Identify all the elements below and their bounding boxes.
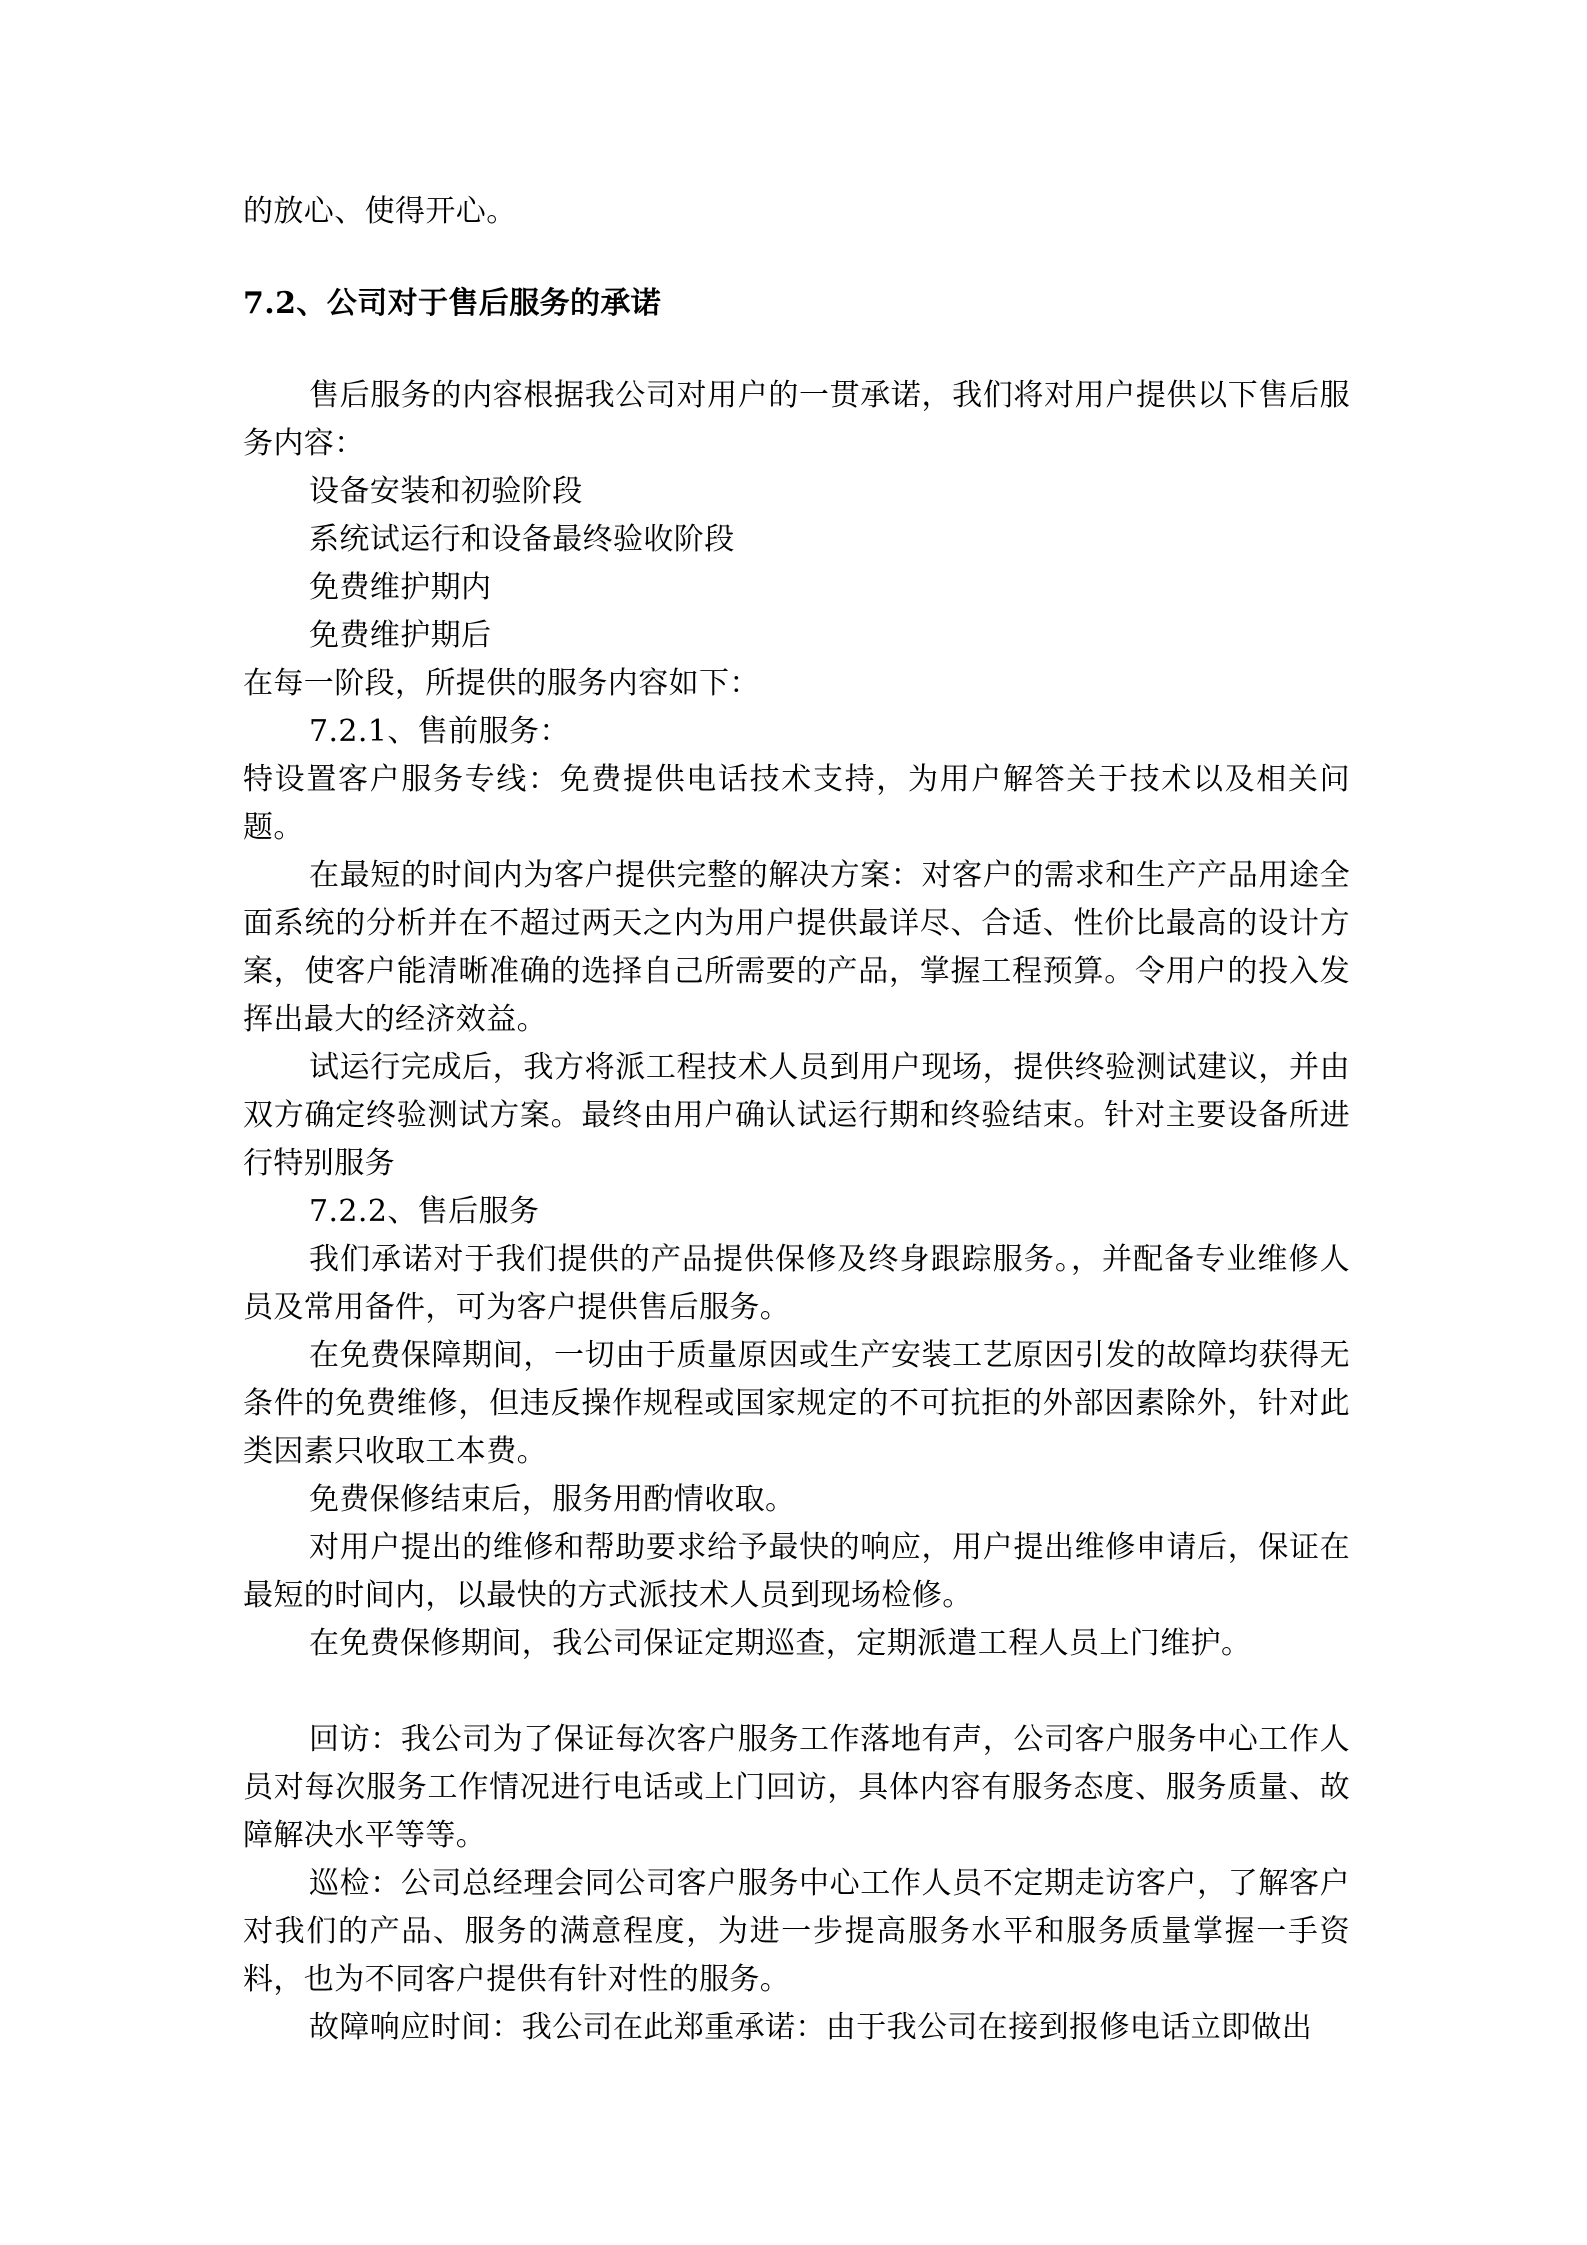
stage-item: 系统试运行和设备最终验收阶段 [309,522,735,557]
section-heading: 7.2、公司对于售后服务的承诺 [243,286,662,321]
hotline-paragraph: 特设置客户服务专线：免费提供电话技术支持，为用户解答关于技术以及相关问题。 [243,762,1350,845]
fault-response-paragraph: 故障响应时间：我公司在此郑重承诺：由于我公司在接到报修电话立即做出 [309,2010,1313,2045]
inspection-paragraph: 在免费保修期间，我公司保证定期巡查，定期派遣工程人员上门维护。 [309,1626,1252,1661]
patrol-paragraph: 巡检：公司总经理会同公司客户服务中心工作人员不定期走访客户，了解客户对我们的产品、服务的满意程度，为进一步提高服务水平和服务质量掌握一手资料，也为不同客户提供有针对性的服务。 [243,1866,1350,1997]
trial-run-paragraph: 试运行完成后，我方将派工程技术人员到用户现场，提供终验测试建议，并由双方确定终验测试方案。最终由用户确认试运行期和终验结束。针对主要设备所进行特别服务 [243,1050,1350,1181]
stage-item: 免费维护期后 [309,618,492,653]
free-period-paragraph: 在免费保障期间，一切由于质量原因或生产安装工艺原因引发的故障均获得无条件的免费维修，但违反操作规程或国家规定的不可抗拒的外部因素除外，针对此类因素只收取工本费。 [243,1338,1350,1469]
warranty-paragraph: 我们承诺对于我们提供的产品提供保修及终身跟踪服务。，并配备专业维修人员及常用备件，可为客户提供售后服务。 [243,1242,1350,1325]
stage-item: 免费维护期内 [309,570,492,605]
subsection-heading-722: 7.2.2、售后服务 [309,1194,540,1229]
subsection-heading-721: 7.2.1、售前服务： [309,714,570,749]
document-body [243,188,1350,2052]
revisit-paragraph: 回访：我公司为了保证每次客户服务工作落地有声，公司客户服务中心工作人员对每次服务工作情况进行电话或上门回访，具体内容有服务态度、服务质量、故障解决水平等等。 [243,1722,1350,1853]
stage-item: 设备安装和初验阶段 [309,474,583,509]
each-stage-text: 在每一阶段，所提供的服务内容如下： [243,666,760,701]
response-paragraph: 对用户提出的维修和帮助要求给予最快的响应，用户提出维修申请后，保证在最短的时间内，以最快的方式派技术人员到现场检修。 [243,1530,1350,1613]
after-free-paragraph: 免费保修结束后，服务用酌情收取。 [309,1482,796,1517]
intro-paragraph: 售后服务的内容根据我公司对用户的一贯承诺，我们将对用户提供以下售后服务内容： [243,378,1350,461]
continuation-text: 的放心、使得开心。 [243,194,517,229]
paragraph-gap [243,1668,1350,1716]
solution-paragraph: 在最短的时间内为客户提供完整的解决方案：对客户的需求和生产产品用途全面系统的分析并在不超过两天之内为用户提供最详尽、合适、性价比最高的设计方案，使客户能清晰准确的选择自己所需要的产品，掌握工程预算。令用户的投入发挥出最大的经济效益。 [243,858,1350,1037]
